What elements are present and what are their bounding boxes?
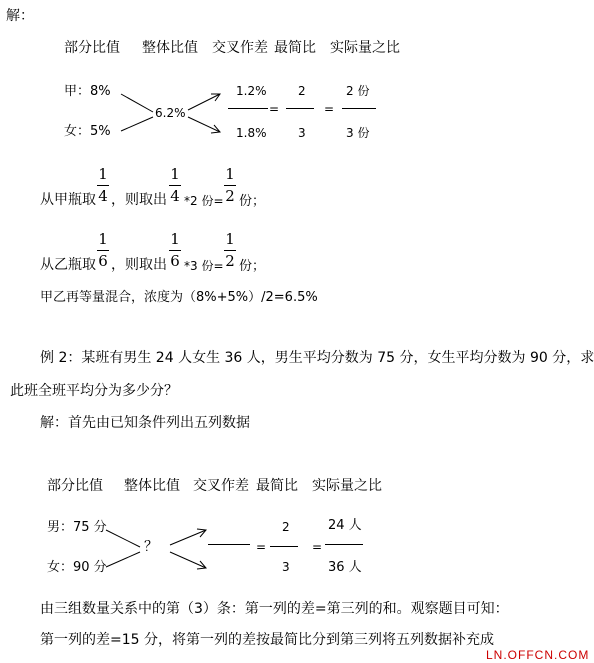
header2-actual-ratio: 实际量之比: [312, 478, 382, 494]
ratio-top: 2: [298, 84, 306, 98]
watermark: LN.OFFCN.COM: [486, 648, 590, 662]
fraction-numerator: 1: [170, 165, 180, 183]
line-a-suffix: 份；: [239, 194, 266, 209]
diff-top: 1.2%: [236, 84, 267, 98]
line-b-mid: ，则取出: [111, 257, 167, 273]
actual2-bottom: 36 人: [328, 560, 362, 575]
arrowhead-icon: [211, 125, 220, 133]
solution-label: 解：: [6, 8, 34, 24]
header2-total-ratio: 整体比值: [124, 478, 180, 494]
fraction-numerator: 1: [225, 230, 235, 248]
example2-line1: 例 2：某班有男生 24 人女生 36 人，男生平均分数为 75 分，女生平均分数为 90 分，求: [40, 350, 594, 366]
row2-label: 女：5%: [64, 124, 111, 139]
fraction-denominator: 4: [98, 187, 108, 205]
equals-sign-1: =: [269, 102, 280, 116]
cross2-arrow-out-bottom: [170, 552, 206, 568]
fraction-numerator: 1: [225, 165, 235, 183]
diff-bottom: 1.8%: [236, 126, 267, 140]
center-unknown: ？: [144, 539, 158, 555]
cross-arrow-out-bottom: [188, 117, 220, 132]
cross2-arrow-out-top: [170, 530, 206, 545]
bottom-line2: 第一列的差=15 分，将第一列的差按最简比分到第三列将五列数据补充成: [40, 632, 494, 648]
fraction-denominator: 6: [98, 252, 108, 270]
example2-answer: 解：首先由已知条件列出五列数据: [40, 415, 250, 431]
actual2-top: 24 人: [328, 518, 362, 533]
example2-line2: 此班全班平均分为多少分？: [10, 383, 178, 399]
equals-sign-2: =: [324, 102, 335, 116]
ratio2-bottom: 3: [282, 560, 290, 574]
header2-cross-diff: 交叉作差: [193, 478, 249, 494]
line-b-suffix: 份；: [239, 259, 266, 274]
equals-sign-4: =: [312, 540, 323, 554]
cross-arrow-out-top: [188, 94, 220, 110]
header-cross-diff: 交叉作差: [212, 40, 268, 56]
line-b-prefix: 从乙瓶取: [40, 257, 96, 273]
line-a-mult: *2 份=: [184, 194, 224, 208]
line-a-mid: ，则取出: [111, 192, 167, 208]
header2-simplest-ratio: 最简比: [256, 478, 298, 494]
bottom-line1: 由三组数量关系中的第（3）条：第一列的差=第三列的和。观察题目可知：: [40, 601, 509, 617]
header-simplest-ratio: 最简比: [274, 40, 316, 56]
row1-label: 甲：8%: [64, 84, 111, 99]
ratio-bottom: 3: [298, 126, 306, 140]
row2-label-2: 女：90 分: [47, 560, 107, 575]
line-a-prefix: 从甲瓶取: [40, 192, 96, 208]
header-actual-ratio: 实际量之比: [330, 40, 400, 56]
actual-bottom: 3 份: [346, 126, 370, 140]
fraction-numerator: 1: [98, 165, 108, 183]
header2-partial-ratio: 部分比值: [47, 478, 103, 494]
cross2-line-in-top: [106, 530, 140, 547]
fraction-denominator: 6: [170, 252, 180, 270]
fraction-numerator: 1: [170, 230, 180, 248]
equals-sign-3: =: [256, 540, 267, 554]
fraction-denominator: 2: [225, 187, 235, 205]
fraction-denominator: 2: [225, 252, 235, 270]
ratio2-top: 2: [282, 520, 290, 534]
actual-top: 2 份: [346, 84, 370, 98]
header-total-ratio: 整体比值: [142, 40, 198, 56]
fraction-denominator: 4: [170, 187, 180, 205]
row1-label-2: 男：75 分: [47, 520, 107, 535]
header-partial-ratio: 部分比值: [64, 40, 120, 56]
line-b-mult: *3 份=: [184, 259, 224, 273]
cross-line-in-top: [121, 94, 153, 112]
line-c: 甲乙再等量混合，浓度为（8%+5%）/2=6.5%: [40, 290, 318, 305]
cross2-line-in-bottom: [106, 552, 140, 567]
center-value: 6.2%: [155, 106, 186, 120]
fraction-numerator: 1: [98, 230, 108, 248]
cross-line-in-bottom: [121, 117, 153, 131]
